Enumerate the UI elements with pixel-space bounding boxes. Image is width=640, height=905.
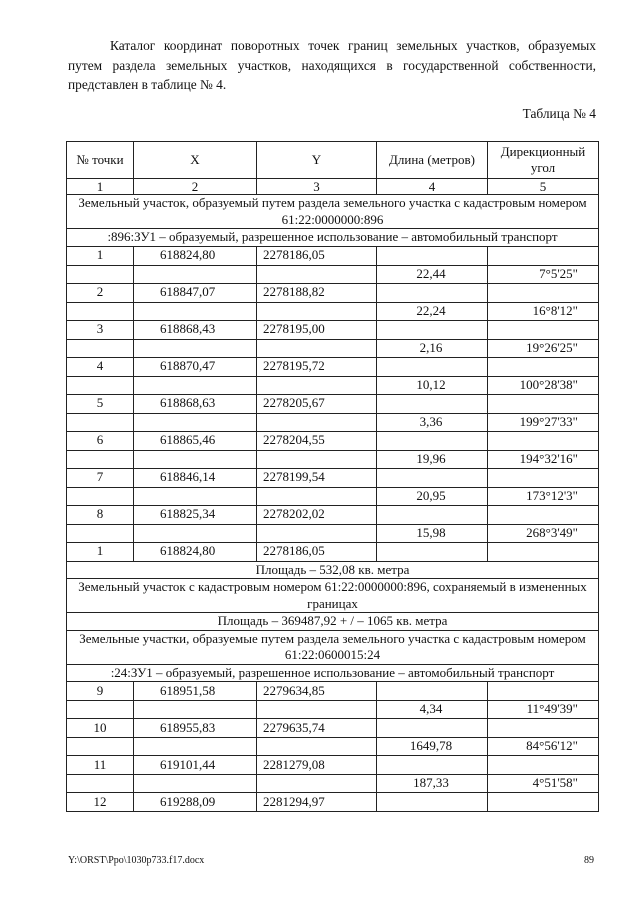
column-number: 5 xyxy=(488,179,599,195)
table-row xyxy=(67,468,599,487)
direction-angle: 16°8'12" xyxy=(488,302,599,320)
point-number: 1 xyxy=(67,246,134,265)
empty-cell xyxy=(134,413,257,431)
empty-cell xyxy=(134,487,257,505)
point-number: 11 xyxy=(67,756,134,775)
y-coordinate: 2278186,05 xyxy=(257,246,377,265)
empty-cell xyxy=(257,701,377,719)
empty-cell xyxy=(134,376,257,394)
empty-cell xyxy=(488,394,599,413)
section-row xyxy=(67,561,599,579)
area-row: Площадь – 532,08 кв. метра xyxy=(67,561,599,579)
segment-row xyxy=(67,339,599,357)
table-row xyxy=(67,793,599,812)
page-number: 89 xyxy=(584,855,594,866)
empty-cell xyxy=(67,413,134,431)
y-coordinate: 2278195,00 xyxy=(257,320,377,339)
table-row xyxy=(67,283,599,302)
segment-length: 2,16 xyxy=(377,339,488,357)
direction-angle: 19°26'25" xyxy=(488,339,599,357)
header-y: Y xyxy=(257,142,377,179)
section-row xyxy=(67,579,599,613)
y-coordinate: 2278195,72 xyxy=(257,357,377,376)
header-x: X xyxy=(134,142,257,179)
direction-angle: 7°5'25" xyxy=(488,265,599,283)
segment-row xyxy=(67,487,599,505)
empty-cell xyxy=(377,505,488,524)
y-coordinate: 2278188,82 xyxy=(257,283,377,302)
y-coordinate: 2278204,55 xyxy=(257,431,377,450)
table-row xyxy=(67,394,599,413)
header-point-number: № точки xyxy=(67,142,134,179)
empty-cell xyxy=(67,376,134,394)
segment-length: 10,12 xyxy=(377,376,488,394)
segment-row xyxy=(67,265,599,283)
empty-cell xyxy=(257,738,377,756)
table-row xyxy=(67,542,599,561)
empty-cell xyxy=(257,413,377,431)
empty-cell xyxy=(67,339,134,357)
x-coordinate: 619288,09 xyxy=(134,793,257,812)
column-number: 2 xyxy=(134,179,257,195)
empty-cell xyxy=(67,450,134,468)
point-number: 2 xyxy=(67,283,134,302)
table-row xyxy=(67,357,599,376)
empty-cell xyxy=(488,682,599,701)
table-body xyxy=(67,195,599,812)
direction-angle: 194°32'16" xyxy=(488,450,599,468)
table-row xyxy=(67,320,599,339)
segment-length: 20,95 xyxy=(377,487,488,505)
empty-cell xyxy=(488,542,599,561)
table-caption: Таблица № 4 xyxy=(522,106,596,121)
empty-cell xyxy=(377,793,488,812)
section-row xyxy=(67,613,599,631)
empty-cell xyxy=(257,265,377,283)
empty-cell xyxy=(377,542,488,561)
empty-cell xyxy=(134,738,257,756)
header-length: Длина (метров) xyxy=(377,142,488,179)
segment-length: 22,24 xyxy=(377,302,488,320)
y-coordinate: 2278186,05 xyxy=(257,542,377,561)
intro-paragraph xyxy=(68,36,596,95)
point-number: 9 xyxy=(67,682,134,701)
y-coordinate: 2278199,54 xyxy=(257,468,377,487)
x-coordinate: 618825,34 xyxy=(134,505,257,524)
intro-text: Каталог координат поворотных точек границ земельных участков, образуемых путем раздела земельных участков, находящихся в государственной собственности, представлен в таблице № 4. xyxy=(68,38,596,92)
empty-cell xyxy=(377,394,488,413)
column-number: 4 xyxy=(377,179,488,195)
empty-cell xyxy=(377,246,488,265)
segment-row xyxy=(67,450,599,468)
empty-cell xyxy=(488,468,599,487)
empty-cell xyxy=(134,339,257,357)
empty-cell xyxy=(67,738,134,756)
empty-cell xyxy=(257,775,377,793)
column-number-row xyxy=(67,179,599,195)
empty-cell xyxy=(67,524,134,542)
empty-cell xyxy=(377,719,488,738)
empty-cell xyxy=(257,487,377,505)
point-number: 10 xyxy=(67,719,134,738)
segment-row xyxy=(67,524,599,542)
empty-cell xyxy=(377,283,488,302)
empty-cell xyxy=(67,265,134,283)
x-coordinate: 618868,43 xyxy=(134,320,257,339)
empty-cell xyxy=(257,524,377,542)
footer-file-path: Y:\ORST\Ppo\1030p733.f17.docx xyxy=(68,855,205,866)
table-row xyxy=(67,505,599,524)
segment-row xyxy=(67,701,599,719)
y-coordinate: 2278202,02 xyxy=(257,505,377,524)
segment-length: 187,33 xyxy=(377,775,488,793)
direction-angle: 4°51'58" xyxy=(488,775,599,793)
section-row xyxy=(67,630,599,664)
empty-cell xyxy=(67,701,134,719)
direction-angle: 11°49'39" xyxy=(488,701,599,719)
x-coordinate: 618955,83 xyxy=(134,719,257,738)
point-number: 1 xyxy=(67,542,134,561)
table-row xyxy=(67,431,599,450)
x-coordinate: 618824,80 xyxy=(134,246,257,265)
empty-cell xyxy=(134,524,257,542)
point-number: 6 xyxy=(67,431,134,450)
empty-cell xyxy=(488,431,599,450)
segment-length: 22,44 xyxy=(377,265,488,283)
empty-cell xyxy=(377,682,488,701)
empty-cell xyxy=(488,505,599,524)
segment-length: 3,36 xyxy=(377,413,488,431)
segment-row xyxy=(67,775,599,793)
point-number: 8 xyxy=(67,505,134,524)
point-number: 4 xyxy=(67,357,134,376)
section-title: Земельные участки, образуемые путем раздела земельного участка с кадастровым номером 61:22:0600015:24 xyxy=(67,630,599,664)
x-coordinate: 618868,63 xyxy=(134,394,257,413)
empty-cell xyxy=(257,376,377,394)
x-coordinate: 619101,44 xyxy=(134,756,257,775)
table-row xyxy=(67,756,599,775)
direction-angle: 173°12'3" xyxy=(488,487,599,505)
header-angle: Дирекционный угол xyxy=(488,142,599,179)
empty-cell xyxy=(377,431,488,450)
point-number: 5 xyxy=(67,394,134,413)
y-coordinate: 2279635,74 xyxy=(257,719,377,738)
empty-cell xyxy=(377,756,488,775)
empty-cell xyxy=(67,775,134,793)
empty-cell xyxy=(67,302,134,320)
segment-row xyxy=(67,413,599,431)
y-coordinate: 2279634,85 xyxy=(257,682,377,701)
empty-cell xyxy=(134,701,257,719)
direction-angle: 100°28'38" xyxy=(488,376,599,394)
table-row xyxy=(67,246,599,265)
point-number: 7 xyxy=(67,468,134,487)
direction-angle: 268°3'49" xyxy=(488,524,599,542)
empty-cell xyxy=(377,320,488,339)
y-coordinate: 2281294,97 xyxy=(257,793,377,812)
empty-cell xyxy=(377,357,488,376)
empty-cell xyxy=(488,320,599,339)
empty-cell xyxy=(377,468,488,487)
x-coordinate: 618865,46 xyxy=(134,431,257,450)
x-coordinate: 618846,14 xyxy=(134,468,257,487)
x-coordinate: 618951,58 xyxy=(134,682,257,701)
y-coordinate: 2278205,67 xyxy=(257,394,377,413)
header-row xyxy=(67,142,599,179)
coordinates-table xyxy=(66,141,599,812)
segment-length: 15,98 xyxy=(377,524,488,542)
empty-cell xyxy=(257,450,377,468)
empty-cell xyxy=(67,487,134,505)
segment-row xyxy=(67,376,599,394)
table-row xyxy=(67,682,599,701)
section-subtitle: :24:ЗУ1 – образуемый, разрешенное использование – автомобильный транспорт xyxy=(67,664,599,682)
point-number: 12 xyxy=(67,793,134,812)
segment-row xyxy=(67,738,599,756)
empty-cell xyxy=(488,719,599,738)
column-number: 1 xyxy=(67,179,134,195)
empty-cell xyxy=(134,775,257,793)
section-row xyxy=(67,664,599,682)
empty-cell xyxy=(488,793,599,812)
direction-angle: 84°56'12" xyxy=(488,738,599,756)
empty-cell xyxy=(488,246,599,265)
section-subtitle: :896:ЗУ1 – образуемый, разрешенное использование – автомобильный транспорт xyxy=(67,229,599,247)
empty-cell xyxy=(488,283,599,302)
section-row xyxy=(67,229,599,247)
y-coordinate: 2281279,08 xyxy=(257,756,377,775)
section-title: Земельный участок с кадастровым номером 61:22:0000000:896, сохраняемый в измененных границах xyxy=(67,579,599,613)
segment-length: 1649,78 xyxy=(377,738,488,756)
empty-cell xyxy=(134,450,257,468)
empty-cell xyxy=(134,265,257,283)
section-title: Земельный участок, образуемый путем раздела земельного участка с кадастровым номером 61:22:0000000:896 xyxy=(67,195,599,229)
empty-cell xyxy=(134,302,257,320)
empty-cell xyxy=(257,302,377,320)
point-number: 3 xyxy=(67,320,134,339)
empty-cell xyxy=(257,339,377,357)
segment-length: 19,96 xyxy=(377,450,488,468)
direction-angle: 199°27'33" xyxy=(488,413,599,431)
x-coordinate: 618824,80 xyxy=(134,542,257,561)
empty-cell xyxy=(488,357,599,376)
column-number: 3 xyxy=(257,179,377,195)
segment-length: 4,34 xyxy=(377,701,488,719)
x-coordinate: 618847,07 xyxy=(134,283,257,302)
area-row: Площадь – 369487,92 + / – 1065 кв. метра xyxy=(67,613,599,631)
segment-row xyxy=(67,302,599,320)
section-row xyxy=(67,195,599,229)
x-coordinate: 618870,47 xyxy=(134,357,257,376)
empty-cell xyxy=(488,756,599,775)
table-row xyxy=(67,719,599,738)
